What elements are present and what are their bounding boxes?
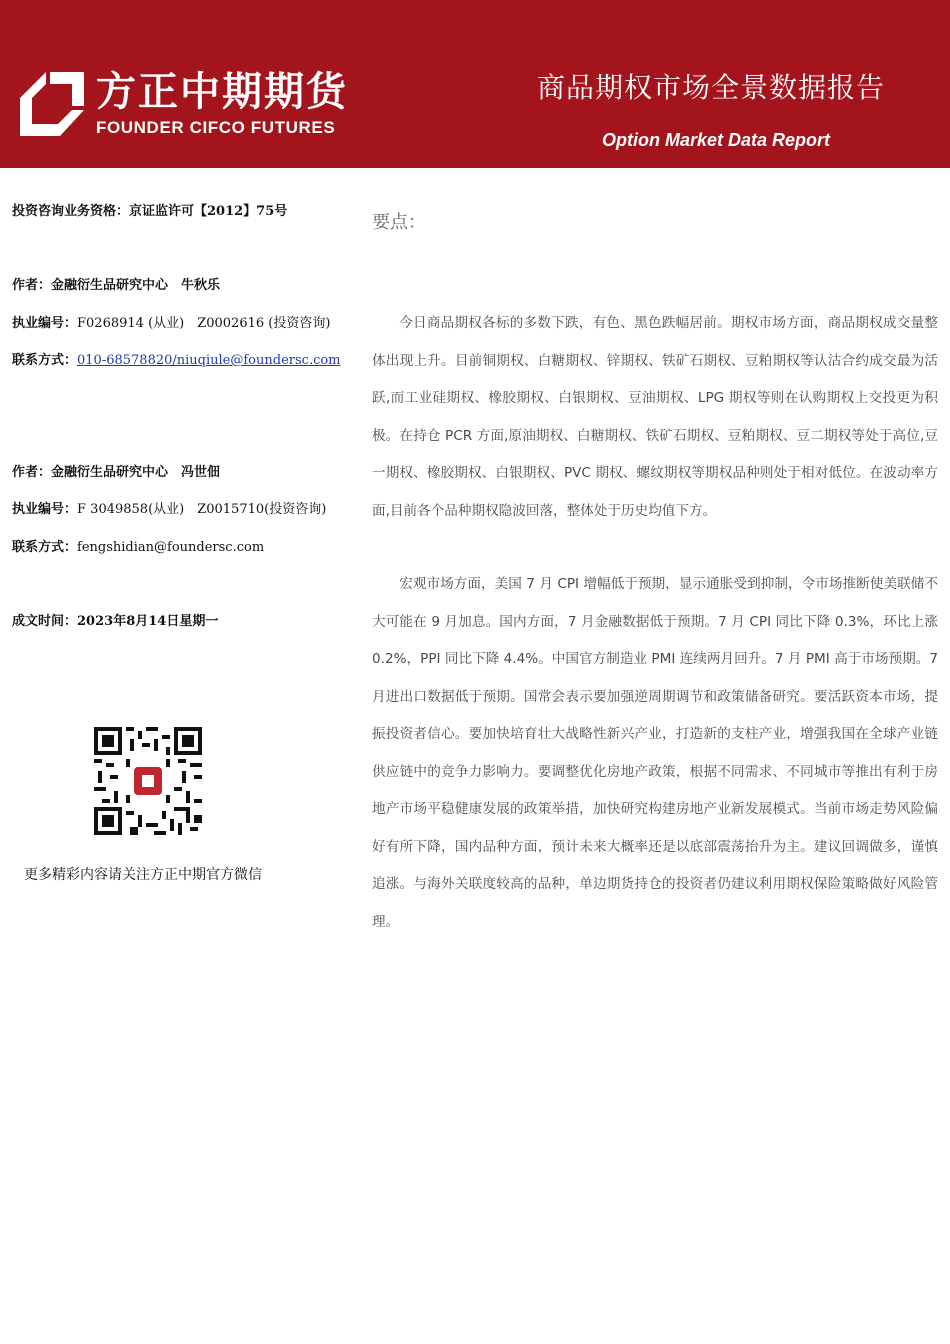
license-line: 投资咨询业务资格：京证监许可【2012】75号 <box>12 204 288 219</box>
author1-email-link[interactable]: 010-68578820/niuqiule@foundersc.com <box>77 353 341 368</box>
author1-name-line: 作者：金融衍生品研究中心 牛秋乐 <box>12 278 221 293</box>
author2-name-line: 作者：金融衍生品研究中心 冯世佃 <box>12 465 221 480</box>
qr-caption: 更多精彩内容请关注方正中期官方微信 <box>24 867 262 883</box>
author2-email: fengshidian@foundersc.com <box>77 540 265 555</box>
author2-license-line: 执业编号：F 3049858(从业) Z0015710(投资咨询) <box>12 502 327 517</box>
report-subtitle: Option Market Data Report <box>602 130 831 150</box>
key-points-heading: 要点： <box>372 212 426 233</box>
founder-logo-icon <box>20 72 84 136</box>
brand-name-cn: 方正中期期货 <box>96 69 348 115</box>
author2-contact-line: 联系方式：fengshidian@foundersc.com <box>12 540 265 555</box>
summary-paragraph-options: 今日商品期权各标的多数下跌，有色、黑色跌幅居前。期权市场方面，商品期权成交量整体出现上升。目前铜期权、白糖期权、锌期权、铁矿石期权、豆粕期权等认沽合约成交最为活跃,而工业硅期权、橡胶期权、白银期权、豆油期权、LPG 期权等则在认购期权上交投更为积极。在持仓 PCR 方面,原油期权、白糖期权、铁矿石期权、豆粕期权、豆二期权等处于高位,豆一期权、橡胶期权、白银期权、PVC 期权、螺纹期权等期权品种则处于相对低位。在波动率方面,目前各个品种期权隐波回落，整体处于历史均值下方。 <box>372 315 938 519</box>
summary-paragraph-macro: 宏观市场方面，美国 7 月 CPI 增幅低于预期，显示通胀受到抑制，令市场推断使美联储不大可能在 9 月加息。国内方面，7 月金融数据低于预期。7 月 CPI 同比下降 0.3%，环比上涨 0.2%，PPI 同比下降 4.4%。中国官方制造业 PMI 连续两月回升。7 月 PMI 高于市场预期。7 月进出口数据低于预期。国常会表示要加强逆周期调节和政策储备研究。要活跃资本市场，提振投资者信心。要加快培育壮大战略性新兴产业，打造新的支柱产业，增强我国在全球产业链供应链中的竞争力影响力。要调整优化房地产政策，根据不同需求、不同城市等推出有利于房地产市场平稳健康发展的政策举措，加快研究构建房地产业新发展模式。当前市场走势风险偏好有所下降，国内品种方面，预计未来大概率还是以底部震荡抬升为主。建议回调做多，谨慎追涨。与海外关联度较高的品种，单边期货持仓的投资者仍建议利用期权保险策略做好风险管理。 <box>372 576 938 930</box>
author1-license-line: 执业编号：F0268914 (从业) Z0002616 (投资咨询) <box>12 316 331 331</box>
qr-code-icon <box>94 727 202 835</box>
date-line: 成文时间：2023年8月14日星期一 <box>12 614 219 629</box>
author1-contact-line: 联系方式：010-68578820/niuqiule@foundersc.com <box>12 353 341 368</box>
report-title: 商品期权市场全景数据报告 <box>537 71 886 104</box>
brand-name-en: FOUNDER CIFCO FUTURES <box>96 118 336 137</box>
header-banner <box>0 0 950 168</box>
